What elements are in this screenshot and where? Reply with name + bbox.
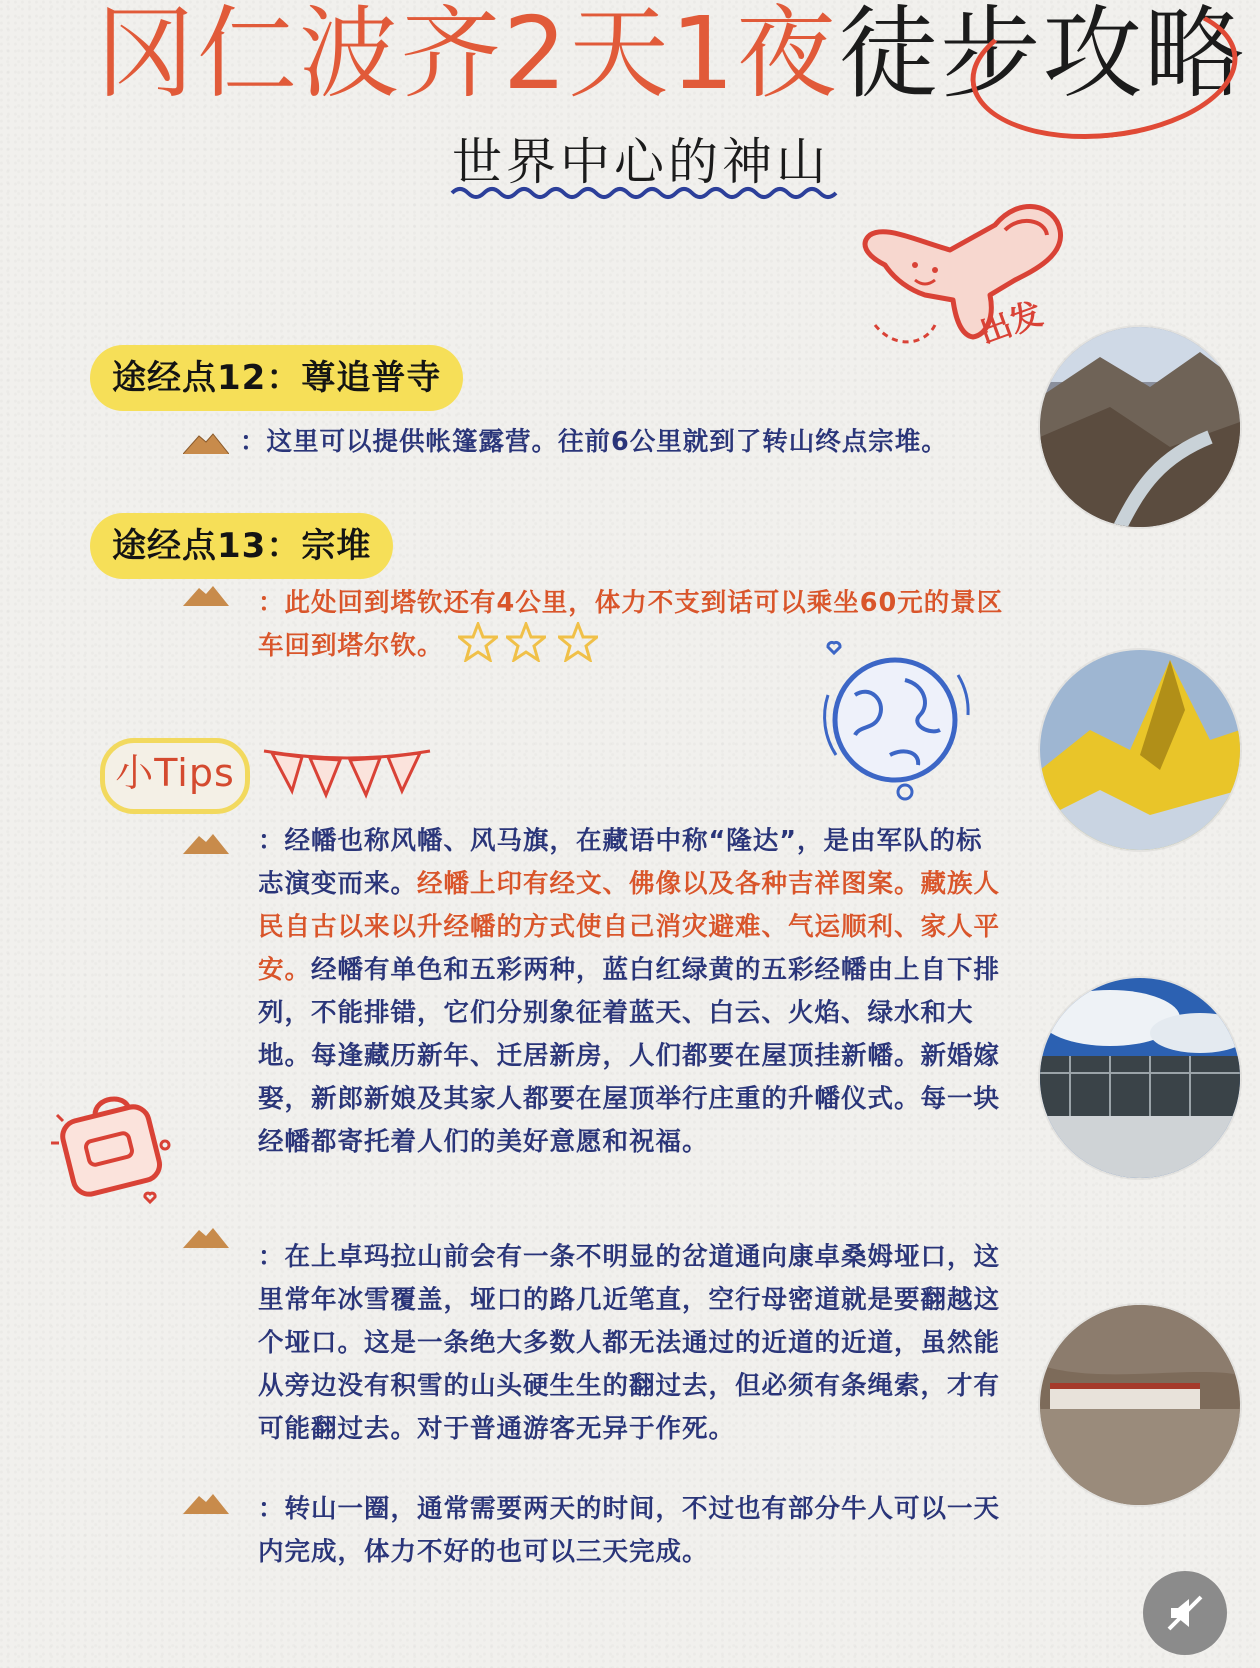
waypoint-12-text: ：这里可以提供帐篷露营。往前6公里就到了转山终点宗堆。 (240, 427, 948, 457)
star-icon (506, 622, 546, 662)
suitcase-doodle (45, 1085, 180, 1215)
photo-golden-peak (1040, 650, 1240, 850)
depart-label: 出发 (974, 294, 1048, 352)
tip-1-seg-1: ：经幡也称风幡、风马旗，在藏语中称“隆达”，是由军队的标志演变而来。 (258, 826, 983, 899)
tip-1-text (258, 820, 1008, 1164)
mountain-icon (183, 1492, 229, 1514)
bunting-flags (262, 745, 432, 805)
mountain-icon (183, 584, 229, 606)
title-part-2: 徒步 (838, 0, 1043, 112)
wavy-underline (450, 186, 842, 200)
mountain-icon (183, 1226, 229, 1248)
waypoint-13-label: 途经点13：宗堆 (90, 513, 393, 579)
photo-monastery (1040, 1305, 1240, 1505)
tip-1-seg-2: 经幡上印有经文、佛像以及各种吉祥图案。藏族人民自古以来以升经幡的方式使自己消灾避难、气运顺利、家人平安。 (258, 869, 1001, 985)
tip-1-seg-3: 经幡有单色和五彩两种，蓝白红绿黄的五彩经幡由上自下排列，不能排错，它们分别象征着蓝天、白云、火焰、绿水和大地。每逢藏历新年、迁居新房，人们都要在屋顶挂新幡。新婚嫁娶，新郎新娘及其家人都要在屋顶举行庄重的升幡仪式。每一块经幡都寄托着人们的美好意愿和祝福。 (258, 955, 1001, 1157)
waypoint-12-label: 途经点12：尊追普寺 (90, 345, 463, 411)
title-part-1: 冈仁波齐2天1夜 (95, 0, 839, 112)
sound-icon (1165, 1593, 1205, 1633)
sound-toggle-button[interactable] (1143, 1571, 1227, 1655)
mountain-icon (183, 432, 229, 454)
tip-2-text: ：在上卓玛拉山前会有一条不明显的岔道通向康卓桑姆垭口，这里常年冰雪覆盖，垭口的路几近笔直，空行母密道就是要翻越这个垭口。这是一条绝大多数人都无法通过的近道的近道，虽然能从旁边没有积雪的山头硬生生的翻过去，但必须有条绳索，才有可能翻过去。对于普通游客无异于作死。 (258, 1242, 1001, 1444)
title-part-3: 攻略 (1042, 0, 1247, 112)
waypoint-13-text: ：此处回到塔钦还有4公里，体力不支到话可以乘坐60元的景区车回到塔尔钦。 (258, 588, 1004, 661)
page-subtitle: 世界中心的神山 (452, 133, 830, 191)
tip-3-text: ：转山一圈，通常需要两天的时间，不过也有部分牛人可以一天内完成，体力不好的也可以三天完成。 (258, 1494, 1001, 1567)
rating-stars (458, 622, 608, 668)
star-icon (458, 622, 498, 662)
photo-valley-river (1040, 327, 1240, 527)
tips-label: 小Tips (100, 738, 250, 814)
photo-building-clouds (1040, 978, 1240, 1178)
mountain-icon (183, 832, 229, 854)
star-icon (558, 622, 598, 662)
globe-doodle (810, 635, 980, 805)
